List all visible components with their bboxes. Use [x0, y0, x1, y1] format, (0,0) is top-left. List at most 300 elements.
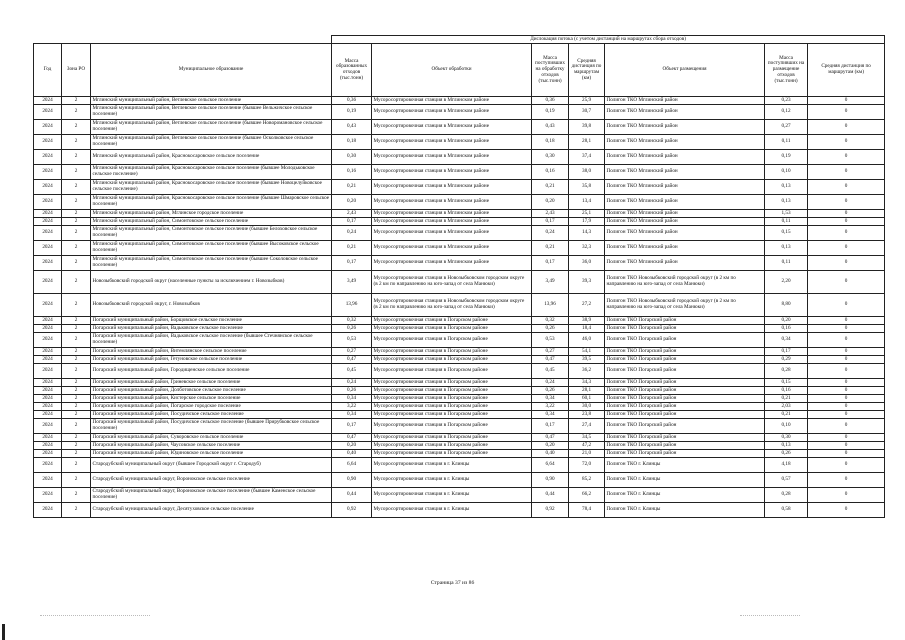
cell-zone: 2 [62, 379, 91, 387]
cell-zone: 2 [62, 241, 91, 256]
cell-distance-disposal: 0 [808, 356, 885, 364]
cell-processing-object: Мусоросортировочная станция в Погарском районе [372, 333, 532, 348]
cell-mass-generated: 0,92 [332, 503, 372, 518]
col-header-distance-disposal: Средняя дистанция по маршрутам (км) [808, 44, 885, 97]
cell-disposal-object: Полигон ТКО Погарский район [605, 442, 765, 450]
col-header-zone: Зона РО [62, 44, 91, 97]
cell-mass-processing: 0,47 [532, 356, 569, 364]
cell-zone: 2 [62, 395, 91, 403]
cell-mass-generated: 2,43 [332, 210, 372, 218]
cell-distance-disposal: 0 [808, 442, 885, 450]
cell-year: 2024 [34, 450, 62, 458]
cell-zone: 2 [62, 442, 91, 450]
cell-mass-generated: 0,47 [332, 434, 372, 442]
cell-zone: 2 [62, 419, 91, 434]
cell-mass-disposal: 0,28 [765, 364, 808, 379]
table-row [34, 135, 885, 150]
cell-mass-processing: 0,18 [532, 135, 569, 150]
cell-mass-processing: 0,19 [532, 105, 569, 120]
cell-processing-object: Мусоросортировочная станция в Мглинском районе [372, 97, 532, 105]
cell-mass-generated: 0,47 [332, 356, 372, 364]
cell-mass-disposal: 0,23 [765, 97, 808, 105]
cell-distance-processing: 34,5 [569, 434, 605, 442]
cell-mass-processing: 0,53 [532, 333, 569, 348]
cell-mass-disposal: 0,15 [765, 379, 808, 387]
cell-mass-processing: 0,30 [532, 150, 569, 165]
cell-distance-disposal: 0 [808, 256, 885, 271]
cell-mass-disposal: 0,13 [765, 180, 808, 195]
cell-distance-processing: 39,8 [569, 120, 605, 135]
cell-distance-disposal: 0 [808, 325, 885, 333]
cell-zone: 2 [62, 165, 91, 180]
cell-municipality: Мглинский муниципальный район, Мглинское городское поселение [91, 210, 332, 218]
cell-mass-disposal: 0,10 [765, 165, 808, 180]
cell-distance-processing: 18,4 [569, 325, 605, 333]
cell-mass-generated: 0,26 [332, 325, 372, 333]
cell-mass-disposal: 0,17 [765, 348, 808, 356]
cell-mass-processing: 13,96 [532, 294, 569, 317]
cell-zone: 2 [62, 488, 91, 503]
cell-distance-processing: 17,9 [569, 218, 605, 226]
cell-municipality: Погарский муниципальный район, Вадьковское сельское поселение (бывшее Стечнянское сельское поселение) [91, 333, 332, 348]
cell-year: 2024 [34, 120, 62, 135]
cell-processing-object: Мусоросортировочная станция в Мглинском районе [372, 241, 532, 256]
cell-year: 2024 [34, 473, 62, 488]
cell-disposal-object: Полигон ТКО Мглинский район [605, 218, 765, 226]
cell-zone: 2 [62, 473, 91, 488]
cell-mass-generated: 0,40 [332, 450, 372, 458]
cell-disposal-object: Полигон ТКО Погарский район [605, 450, 765, 458]
table-row [34, 218, 885, 226]
cell-mass-disposal: 0,26 [765, 450, 808, 458]
cell-municipality: Погарский муниципальный район, Гриневское сельское поселение [91, 379, 332, 387]
cell-zone: 2 [62, 434, 91, 442]
cell-zone: 2 [62, 256, 91, 271]
cell-distance-processing: 46,0 [569, 333, 605, 348]
cell-mass-processing: 0,27 [532, 348, 569, 356]
cell-mass-processing: 3,49 [532, 271, 569, 294]
cell-zone: 2 [62, 403, 91, 411]
cell-zone: 2 [62, 150, 91, 165]
cell-processing-object: Мусоросортировочная станция в Погарском районе [372, 356, 532, 364]
cell-processing-object: Мусоросортировочная станция в Погарском районе [372, 434, 532, 442]
cell-mass-generated: 0,53 [332, 333, 372, 348]
cell-year: 2024 [34, 256, 62, 271]
scan-artifact [40, 615, 150, 617]
cell-mass-generated: 0,20 [332, 442, 372, 450]
table-row [34, 403, 885, 411]
cell-year: 2024 [34, 180, 62, 195]
cell-mass-disposal: 0,29 [765, 356, 808, 364]
cell-mass-disposal: 0,11 [765, 218, 808, 226]
cell-disposal-object: Полигон ТКО Мглинский район [605, 180, 765, 195]
cell-year: 2024 [34, 105, 62, 120]
table-row [34, 333, 885, 348]
supercolumn-row [34, 36, 885, 44]
cell-processing-object: Мусоросортировочная станция в г. Клинцы [372, 503, 532, 518]
cell-mass-disposal: 0,20 [765, 317, 808, 325]
cell-mass-generated: 0,16 [332, 165, 372, 180]
page-number: Страница 37 из 86 [430, 580, 475, 586]
cell-distance-disposal: 0 [808, 411, 885, 419]
cell-distance-processing: 13,4 [569, 195, 605, 210]
cell-disposal-object: Полигон ТКО Погарский район [605, 325, 765, 333]
cell-mass-generated: 6,64 [332, 458, 372, 473]
cell-mass-processing: 0,20 [532, 195, 569, 210]
cell-mass-processing: 0,21 [532, 180, 569, 195]
cell-distance-disposal: 0 [808, 419, 885, 434]
cell-processing-object: Мусоросортировочная станция в Мглинском районе [372, 256, 532, 271]
cell-zone: 2 [62, 348, 91, 356]
cell-distance-disposal: 0 [808, 210, 885, 218]
cell-zone: 2 [62, 411, 91, 419]
cell-zone: 2 [62, 97, 91, 105]
cell-year: 2024 [34, 195, 62, 210]
cell-distance-processing: 27,2 [569, 294, 605, 317]
cell-distance-disposal: 0 [808, 294, 885, 317]
cell-municipality: Погарский муниципальный район, Городищенское сельское поселение [91, 364, 332, 379]
cell-processing-object: Мусоросортировочная станция в Погарском районе [372, 364, 532, 379]
cell-year: 2024 [34, 317, 62, 325]
cell-disposal-object: Полигон ТКО Мглинский район [605, 195, 765, 210]
cell-disposal-object: Полигон ТКО Мглинский район [605, 226, 765, 241]
cell-disposal-object: Полигон ТКО Погарский район [605, 317, 765, 325]
cell-zone: 2 [62, 120, 91, 135]
cell-distance-disposal: 0 [808, 241, 885, 256]
cell-year: 2024 [34, 364, 62, 379]
cell-mass-processing: 0,45 [532, 364, 569, 379]
cell-processing-object: Мусоросортировочная станция в г. Клинцы [372, 488, 532, 503]
cell-distance-processing: 21,0 [569, 450, 605, 458]
col-header-distance-processing: Средняя дистанция по маршрутам (км) [569, 44, 605, 97]
cell-mass-disposal: 2,03 [765, 403, 808, 411]
cell-municipality: Мглинский муниципальный район, Ветлевское сельское поселение (бывшее Осколковское сельское поселение) [91, 135, 332, 150]
cell-distance-processing: 38,0 [569, 165, 605, 180]
cell-mass-processing: 0,21 [532, 241, 569, 256]
cell-mass-disposal: 0,28 [765, 488, 808, 503]
cell-mass-generated: 0,45 [332, 364, 372, 379]
cell-municipality: Погарский муниципальный район, Витемлянское сельское поселение [91, 348, 332, 356]
cell-disposal-object: Полигон ТКО г. Клинцы [605, 503, 765, 518]
cell-year: 2024 [34, 411, 62, 419]
cell-year: 2024 [34, 442, 62, 450]
cell-processing-object: Мусоросортировочная станция в Погарском районе [372, 442, 532, 450]
cell-distance-processing: 37,4 [569, 150, 605, 165]
cell-distance-disposal: 0 [808, 180, 885, 195]
table-row [34, 256, 885, 271]
cell-distance-processing: 72,0 [569, 458, 605, 473]
waste-flow-table [33, 35, 885, 518]
cell-mass-disposal: 0,12 [765, 105, 808, 120]
cell-distance-processing: 23,8 [569, 411, 605, 419]
cell-processing-object: Мусоросортировочная станция в Погарском районе [372, 348, 532, 356]
cell-distance-processing: 39,3 [569, 271, 605, 294]
col-header-disposal-object: Объект размещения [605, 44, 765, 97]
cell-municipality: Погарский муниципальный район, Посудичское сельское поселение [91, 411, 332, 419]
cell-zone: 2 [62, 356, 91, 364]
cell-mass-generated: 13,96 [332, 294, 372, 317]
table-row [34, 348, 885, 356]
cell-processing-object: Мусоросортировочная станция в Мглинском районе [372, 120, 532, 135]
cell-mass-processing: 0,90 [532, 473, 569, 488]
cell-mass-processing: 0,43 [532, 120, 569, 135]
table-row [34, 364, 885, 379]
cell-distance-disposal: 0 [808, 135, 885, 150]
cell-distance-disposal: 0 [808, 387, 885, 395]
cell-distance-processing: 25,1 [569, 210, 605, 218]
cell-processing-object: Мусоросортировочная станция в Мглинском районе [372, 135, 532, 150]
cell-distance-disposal: 0 [808, 473, 885, 488]
cell-year: 2024 [34, 210, 62, 218]
cell-mass-processing: 3,22 [532, 403, 569, 411]
cell-disposal-object: Полигон ТКО г. Клинцы [605, 458, 765, 473]
cell-municipality: Мглинский муниципальный район, Симонтовское сельское поселение (бывшее Белоховское сельское поселение) [91, 226, 332, 241]
cell-distance-processing: 38,9 [569, 317, 605, 325]
table-row [34, 165, 885, 180]
cell-year: 2024 [34, 241, 62, 256]
cell-year: 2024 [34, 294, 62, 317]
cell-disposal-object: Полигон ТКО Мглинский район [605, 105, 765, 120]
cell-mass-generated: 0,24 [332, 379, 372, 387]
cell-mass-generated: 3,22 [332, 403, 372, 411]
cell-municipality: Мглинский муниципальный район, Краснокосаровское сельское поселение (бывшее Новоцелуйковское сельское поселение) [91, 180, 332, 195]
col-header-mass-disposal: Масса поступивших на размещение отходов (тыс.тонн) [765, 44, 808, 97]
cell-mass-disposal: 0,11 [765, 135, 808, 150]
cell-distance-disposal: 0 [808, 317, 885, 325]
cell-zone: 2 [62, 271, 91, 294]
cell-mass-processing: 0,16 [532, 165, 569, 180]
cell-zone: 2 [62, 226, 91, 241]
cell-distance-disposal: 0 [808, 150, 885, 165]
cell-distance-processing: 34,3 [569, 379, 605, 387]
cell-mass-generated: 0,18 [332, 135, 372, 150]
column-header-row [34, 44, 885, 97]
cell-mass-generated: 0,34 [332, 395, 372, 403]
cell-disposal-object: Полигон ТКО Новозыбковский городской округ (в 2 км по направлению на юго-запад от села Манюки) [605, 294, 765, 317]
cell-distance-disposal: 0 [808, 195, 885, 210]
cell-distance-processing: 25,9 [569, 97, 605, 105]
cell-processing-object: Мусоросортировочная станция в Мглинском районе [372, 195, 532, 210]
table-row [34, 271, 885, 294]
cell-distance-processing: 32,3 [569, 241, 605, 256]
table-row [34, 434, 885, 442]
cell-municipality: Мглинский муниципальный район, Краснокосаровское сельское поселение (бывшее Шмаровское сельское поселение) [91, 195, 332, 210]
cell-municipality: Мглинский муниципальный район, Симонтовское сельское поселение (бывшее Соколовское сельское поселение) [91, 256, 332, 271]
cell-mass-generated: 0,21 [332, 180, 372, 195]
scan-mark [2, 624, 5, 640]
cell-distance-disposal: 0 [808, 488, 885, 503]
col-header-mass-generated: Масса образованных отходов (тыс.тонн) [332, 44, 372, 97]
cell-distance-disposal: 0 [808, 395, 885, 403]
cell-zone: 2 [62, 105, 91, 120]
cell-disposal-object: Полигон ТКО Мглинский район [605, 165, 765, 180]
cell-mass-disposal: 8,80 [765, 294, 808, 317]
table-row [34, 180, 885, 195]
cell-municipality: Погарский муниципальный район, Борщовское сельское поселение [91, 317, 332, 325]
cell-distance-processing: 28,1 [569, 387, 605, 395]
cell-municipality: Новозыбковский городской округ (населенные пункты за исключением г. Новозыбков) [91, 271, 332, 294]
cell-distance-disposal: 0 [808, 434, 885, 442]
cell-year: 2024 [34, 348, 62, 356]
cell-distance-disposal: 0 [808, 97, 885, 105]
table-body [34, 97, 885, 518]
cell-distance-processing: 28,1 [569, 135, 605, 150]
cell-disposal-object: Полигон ТКО Погарский район [605, 411, 765, 419]
cell-year: 2024 [34, 458, 62, 473]
table-row [34, 503, 885, 518]
cell-processing-object: Мусоросортировочная станция в Погарском районе [372, 419, 532, 434]
cell-mass-disposal: 0,16 [765, 325, 808, 333]
cell-mass-generated: 0,30 [332, 150, 372, 165]
cell-disposal-object: Полигон ТКО Мглинский район [605, 97, 765, 105]
table-row [34, 488, 885, 503]
table-row [34, 97, 885, 105]
cell-distance-processing: 78,4 [569, 503, 605, 518]
cell-distance-processing: 54,1 [569, 348, 605, 356]
supercolumn-header: Дислокация потока (с учетом дистанций на маршрутах сбора отходов) [332, 36, 885, 44]
cell-disposal-object: Полигон ТКО Погарский район [605, 395, 765, 403]
cell-zone: 2 [62, 450, 91, 458]
table-row [34, 195, 885, 210]
cell-year: 2024 [34, 165, 62, 180]
cell-distance-processing: 36,0 [569, 256, 605, 271]
cell-mass-disposal: 2,20 [765, 271, 808, 294]
cell-mass-processing: 2,43 [532, 210, 569, 218]
cell-processing-object: Мусоросортировочная станция в Мглинском районе [372, 180, 532, 195]
cell-disposal-object: Полигон ТКО Мглинский район [605, 241, 765, 256]
cell-distance-disposal: 0 [808, 105, 885, 120]
cell-mass-generated: 0,20 [332, 195, 372, 210]
cell-mass-generated: 0,44 [332, 488, 372, 503]
cell-zone: 2 [62, 317, 91, 325]
cell-mass-processing: 0,17 [532, 256, 569, 271]
cell-distance-processing: 35,8 [569, 180, 605, 195]
cell-year: 2024 [34, 356, 62, 364]
cell-mass-processing: 0,47 [532, 434, 569, 442]
cell-mass-generated: 0,19 [332, 105, 372, 120]
cell-processing-object: Мусоросортировочная станция в Новозыбковском городском округе (в 2 км по направлению на юго-запад от села Манюки) [372, 294, 532, 317]
scan-artifact [740, 615, 800, 617]
cell-distance-processing: 36,2 [569, 364, 605, 379]
cell-year: 2024 [34, 135, 62, 150]
col-header-mass-processing: Масса поступивших на обработку отходов (тыс.тонн) [532, 44, 569, 97]
cell-mass-generated: 0,17 [332, 419, 372, 434]
table-row [34, 120, 885, 135]
cell-municipality: Погарский муниципальный район, Кистерское сельское поселение [91, 395, 332, 403]
col-header-processing-object: Объект обработки [372, 44, 532, 97]
cell-processing-object: Мусоросортировочная станция в Мглинском районе [372, 226, 532, 241]
table-row [34, 317, 885, 325]
table-row [34, 379, 885, 387]
cell-distance-disposal: 0 [808, 271, 885, 294]
cell-processing-object: Мусоросортировочная станция в Погарском районе [372, 387, 532, 395]
cell-mass-disposal: 0,34 [765, 333, 808, 348]
cell-year: 2024 [34, 419, 62, 434]
cell-disposal-object: Полигон ТКО Погарский район [605, 379, 765, 387]
cell-disposal-object: Полигон ТКО Мглинский район [605, 150, 765, 165]
cell-mass-disposal: 0,15 [765, 226, 808, 241]
cell-mass-processing: 0,32 [532, 317, 569, 325]
cell-municipality: Мглинский муниципальный район, Симонтовское сельское поселение [91, 218, 332, 226]
cell-mass-disposal: 0,19 [765, 150, 808, 165]
cell-disposal-object: Полигон ТКО Погарский район [605, 403, 765, 411]
cell-municipality: Мглинский муниципальный район, Ветлевское сельское поселение [91, 97, 332, 105]
cell-processing-object: Мусоросортировочная станция в Мглинском районе [372, 218, 532, 226]
cell-mass-generated: 0,17 [332, 256, 372, 271]
cell-processing-object: Мусоросортировочная станция в Погарском районе [372, 379, 532, 387]
cell-year: 2024 [34, 150, 62, 165]
cell-mass-disposal: 0,21 [765, 395, 808, 403]
cell-municipality: Мглинский муниципальный район, Ветлевское сельское поселение (бывшее Новоромановское сельское поселение) [91, 120, 332, 135]
cell-disposal-object: Полигон ТКО Мглинский район [605, 135, 765, 150]
cell-mass-processing: 0,40 [532, 450, 569, 458]
cell-distance-disposal: 0 [808, 458, 885, 473]
cell-mass-disposal: 0,11 [765, 256, 808, 271]
table-row [34, 442, 885, 450]
cell-mass-disposal: 0,58 [765, 503, 808, 518]
cell-distance-disposal: 0 [808, 379, 885, 387]
cell-municipality: Стародубский муниципальный округ, Воронокское сельское поселение (бывшее Каменское сельское поселение) [91, 488, 332, 503]
cell-municipality: Погарский муниципальный район, Юдиновское сельское поселение [91, 450, 332, 458]
cell-disposal-object: Полигон ТКО Мглинский район [605, 210, 765, 218]
cell-mass-generated: 0,90 [332, 473, 372, 488]
cell-year: 2024 [34, 325, 62, 333]
cell-year: 2024 [34, 395, 62, 403]
cell-distance-disposal: 0 [808, 333, 885, 348]
cell-processing-object: Мусоросортировочная станция в Новозыбковском городском округе (в 2 км по направлению на юго-запад от села Манюки) [372, 271, 532, 294]
cell-municipality: Погарский муниципальный район, Суворовское сельское поселение [91, 434, 332, 442]
col-header-municipality: Муниципальное образование [91, 44, 332, 97]
cell-municipality: Мглинский муниципальный район, Симонтовское сельское поселение (бывшее Высоковское сельское поселение) [91, 241, 332, 256]
cell-distance-disposal: 0 [808, 503, 885, 518]
cell-disposal-object: Полигон ТКО Новозыбковский городской округ (в 2 км по направлению на юго-запад от села Манюки) [605, 271, 765, 294]
cell-year: 2024 [34, 503, 62, 518]
cell-mass-generated: 0,17 [332, 218, 372, 226]
cell-distance-disposal: 0 [808, 450, 885, 458]
cell-year: 2024 [34, 271, 62, 294]
cell-disposal-object: Полигон ТКО Погарский район [605, 356, 765, 364]
cell-municipality: Погарский муниципальный район, Долботовское сельское поселение [91, 387, 332, 395]
cell-year: 2024 [34, 226, 62, 241]
cell-municipality: Погарский муниципальный район, Погарское городское поселение [91, 403, 332, 411]
cell-year: 2024 [34, 488, 62, 503]
cell-mass-processing: 0,17 [532, 419, 569, 434]
cell-year: 2024 [34, 403, 62, 411]
cell-mass-processing: 0,26 [532, 387, 569, 395]
cell-disposal-object: Полигон ТКО Погарский район [605, 348, 765, 356]
cell-distance-disposal: 0 [808, 218, 885, 226]
cell-municipality: Мглинский муниципальный район, Краснокосаровское сельское поселение (бывшее Молодьковское сельское поселение) [91, 165, 332, 180]
cell-disposal-object: Полигон ТКО Мглинский район [605, 256, 765, 271]
cell-year: 2024 [34, 434, 62, 442]
cell-disposal-object: Полигон ТКО Погарский район [605, 419, 765, 434]
cell-processing-object: Мусоросортировочная станция в Погарском районе [372, 395, 532, 403]
cell-distance-processing: 14,3 [569, 226, 605, 241]
cell-municipality: Стародубский муниципальный округ, Десятуховское сельское поселение [91, 503, 332, 518]
cell-mass-disposal: 4,18 [765, 458, 808, 473]
cell-municipality: Мглинский муниципальный район, Краснокосаровское сельское поселение [91, 150, 332, 165]
cell-mass-disposal: 0,30 [765, 434, 808, 442]
cell-processing-object: Мусоросортировочная станция в Мглинском районе [372, 150, 532, 165]
cell-mass-generated: 0,21 [332, 241, 372, 256]
cell-distance-processing: 60,1 [569, 395, 605, 403]
table-row [34, 226, 885, 241]
col-header-year: Год [34, 44, 62, 97]
table-row [34, 325, 885, 333]
cell-disposal-object: Полигон ТКО Погарский район [605, 333, 765, 348]
table-row [34, 241, 885, 256]
table-row [34, 105, 885, 120]
